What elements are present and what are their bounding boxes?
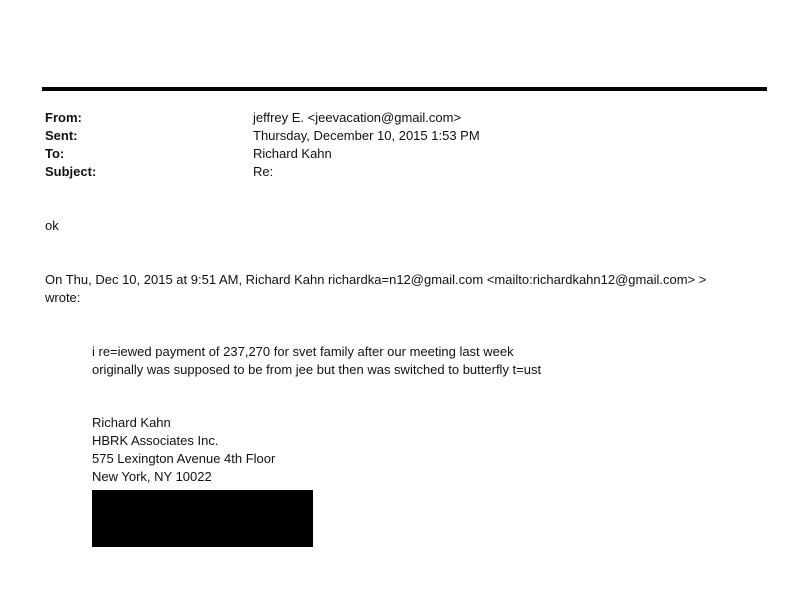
quoted-body-line1: i re=iewed payment of 237,270 for svet family after our meeting last week bbox=[92, 344, 514, 359]
to-value: Richard Kahn bbox=[253, 146, 332, 161]
signature-name: Richard Kahn bbox=[92, 415, 171, 430]
to-label: To: bbox=[45, 146, 65, 161]
header-divider bbox=[42, 87, 767, 91]
subject-label: Subject: bbox=[45, 164, 97, 179]
signature-company: HBRK Associates Inc. bbox=[92, 433, 219, 448]
reply-body: ok bbox=[45, 218, 59, 233]
from-value: jeffrey E. <jeevacation@gmail.com> bbox=[253, 110, 462, 125]
sent-value: Thursday, December 10, 2015 1:53 PM bbox=[253, 128, 480, 143]
from-label: From: bbox=[45, 110, 82, 125]
subject-value: Re: bbox=[253, 164, 274, 179]
quote-attribution-line2: wrote: bbox=[45, 290, 81, 305]
signature-city: New York, NY 10022 bbox=[92, 469, 212, 484]
redaction-block bbox=[92, 490, 313, 547]
quoted-body-line2: originally was supposed to be from jee but then was switched to butterfly t=ust bbox=[92, 362, 542, 377]
signature-address: 575 Lexington Avenue 4th Floor bbox=[92, 451, 276, 466]
quote-attribution-line1: On Thu, Dec 10, 2015 at 9:51 AM, Richard Kahn richardka=n12@gmail.com <mailto:richardkahn12@gmail.com> > bbox=[45, 272, 707, 287]
sent-label: Sent: bbox=[45, 128, 78, 143]
